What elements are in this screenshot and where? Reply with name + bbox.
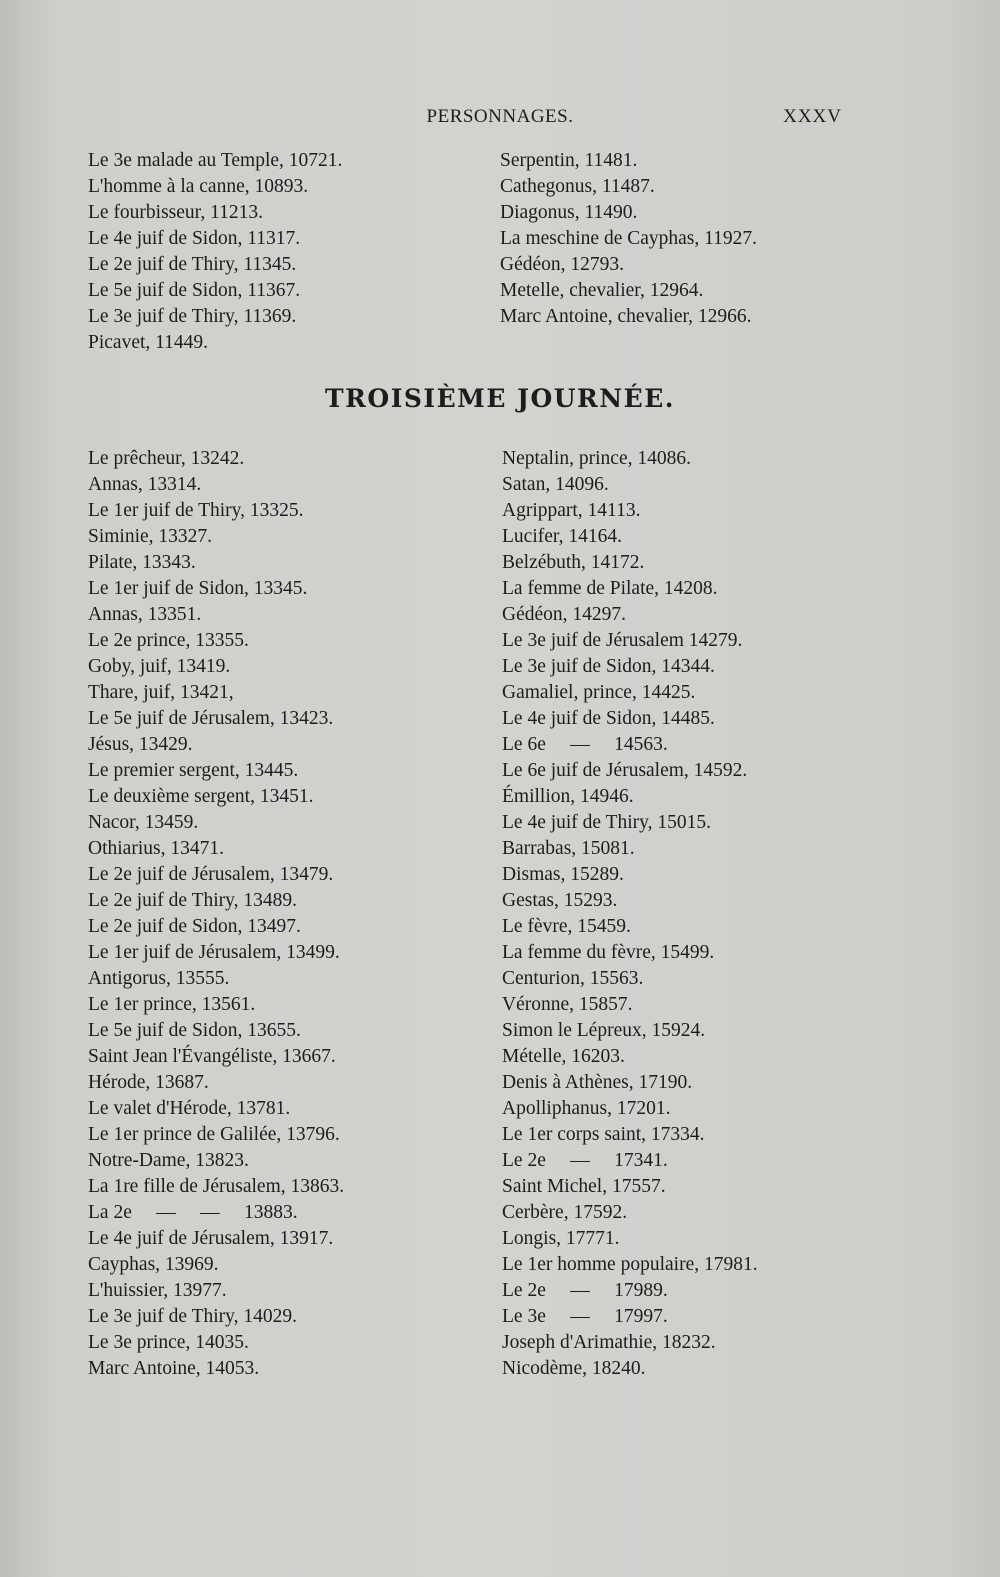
character-entry: Le 6e juif de Jérusalem, 14592. bbox=[502, 760, 748, 781]
character-entry: Le 3e juif de Jérusalem 14279. bbox=[502, 630, 743, 651]
character-entry: Mételle, 16203. bbox=[502, 1046, 625, 1067]
character-entry: Pilate, 13343. bbox=[88, 552, 196, 573]
character-entry: Le 5e juif de Sidon, 13655. bbox=[88, 1020, 301, 1041]
character-entry: Barrabas, 15081. bbox=[502, 838, 635, 859]
character-entry: Picavet, 11449. bbox=[88, 332, 209, 353]
character-entry: La 2e — — 13883. bbox=[88, 1202, 298, 1223]
character-entry: Cayphas, 13969. bbox=[88, 1254, 219, 1275]
character-entry: Gédéon, 14297. bbox=[502, 604, 627, 625]
character-entry: Le prêcheur, 13242. bbox=[88, 448, 245, 469]
character-entry: Jésus, 13429. bbox=[88, 734, 193, 755]
character-entry: Le 2e juif de Sidon, 13497. bbox=[88, 916, 301, 937]
character-entry: Le 2e — 17989. bbox=[502, 1280, 668, 1301]
character-entry: Le 1er juif de Thiry, 13325. bbox=[88, 500, 304, 521]
character-entry: Othiarius, 13471. bbox=[88, 838, 224, 859]
character-entry: Le 1er juif de Sidon, 13345. bbox=[88, 578, 308, 599]
character-entry: Le 1er juif de Jérusalem, 13499. bbox=[88, 942, 340, 963]
character-entry: Le 3e juif de Sidon, 14344. bbox=[502, 656, 715, 677]
character-entry: La 1re fille de Jérusalem, 13863. bbox=[88, 1176, 345, 1197]
section-title: TROISIÈME JOURNÉE. bbox=[325, 384, 675, 413]
character-entry: L'huissier, 13977. bbox=[88, 1280, 227, 1301]
running-header: PERSONNAGES. bbox=[426, 106, 574, 127]
character-entry: Serpentin, 11481. bbox=[500, 150, 638, 171]
character-entry: Gédéon, 12793. bbox=[500, 254, 625, 275]
character-entry: Nacor, 13459. bbox=[88, 812, 199, 833]
character-entry: Le 1er corps saint, 17334. bbox=[502, 1124, 705, 1145]
character-entry: Centurion, 15563. bbox=[502, 968, 644, 989]
character-entry: Saint Jean l'Évangéliste, 13667. bbox=[88, 1046, 336, 1067]
page-number: XXXV bbox=[783, 106, 842, 127]
character-entry: Annas, 13314. bbox=[88, 474, 202, 495]
character-entry: Le 1er homme populaire, 17981. bbox=[502, 1254, 758, 1275]
character-entry: Gestas, 15293. bbox=[502, 890, 618, 911]
character-entry: Le 3e juif de Thiry, 11369. bbox=[88, 306, 297, 327]
character-entry: Agrippart, 14113. bbox=[502, 500, 641, 521]
character-entry: Longis, 17771. bbox=[502, 1228, 620, 1249]
character-entry: Siminie, 13327. bbox=[88, 526, 213, 547]
character-entry: Metelle, chevalier, 12964. bbox=[500, 280, 704, 301]
character-entry: Le 2e — 17341. bbox=[502, 1150, 668, 1171]
bottom-right-column bbox=[502, 446, 758, 1382]
character-entry: Marc Antoine, 14053. bbox=[88, 1358, 260, 1379]
character-entry: Le deuxième sergent, 13451. bbox=[88, 786, 314, 807]
character-entry: Le 2e juif de Thiry, 13489. bbox=[88, 890, 298, 911]
character-entry: La femme du fèvre, 15499. bbox=[502, 942, 715, 963]
character-entry: Le valet d'Hérode, 13781. bbox=[88, 1098, 291, 1119]
character-entry: Le 6e — 14563. bbox=[502, 734, 668, 755]
character-entry: Le 4e juif de Jérusalem, 13917. bbox=[88, 1228, 334, 1249]
character-entry: Le 2e juif de Thiry, 11345. bbox=[88, 254, 297, 275]
character-entry: Saint Michel, 17557. bbox=[502, 1176, 666, 1197]
character-entry: Marc Antoine, chevalier, 12966. bbox=[500, 306, 752, 327]
character-entry: Satan, 14096. bbox=[502, 474, 609, 495]
character-entry: Émillion, 14946. bbox=[502, 786, 634, 807]
character-entry: Cathegonus, 11487. bbox=[500, 176, 655, 197]
character-entry: Véronne, 15857. bbox=[502, 994, 633, 1015]
bottom-left-column bbox=[88, 446, 344, 1382]
character-entry: Le 5e juif de Jérusalem, 13423. bbox=[88, 708, 334, 729]
character-entry: Cerbère, 17592. bbox=[502, 1202, 628, 1223]
character-entry: Le 3e juif de Thiry, 14029. bbox=[88, 1306, 298, 1327]
character-entry: Annas, 13351. bbox=[88, 604, 202, 625]
character-entry: Joseph d'Arimathie, 18232. bbox=[502, 1332, 716, 1353]
character-entry: Le 3e prince, 14035. bbox=[88, 1332, 249, 1353]
character-entry: Le 4e juif de Thiry, 15015. bbox=[502, 812, 712, 833]
character-entry: Le 4e juif de Sidon, 11317. bbox=[88, 228, 301, 249]
character-entry: Notre-Dame, 13823. bbox=[88, 1150, 249, 1171]
character-entry: Neptalin, prince, 14086. bbox=[502, 448, 691, 469]
character-entry: Diagonus, 11490. bbox=[500, 202, 638, 223]
character-entry: Le 3e — 17997. bbox=[502, 1306, 668, 1327]
character-entry: Le 2e juif de Jérusalem, 13479. bbox=[88, 864, 334, 885]
top-right-column bbox=[500, 148, 757, 330]
character-entry: Lucifer, 14164. bbox=[502, 526, 622, 547]
character-entry: Le 4e juif de Sidon, 14485. bbox=[502, 708, 715, 729]
character-entry: Simon le Lépreux, 15924. bbox=[502, 1020, 706, 1041]
character-entry: Hérode, 13687. bbox=[88, 1072, 209, 1093]
character-entry: Gamaliel, prince, 14425. bbox=[502, 682, 696, 703]
character-entry: Apolliphanus, 17201. bbox=[502, 1098, 671, 1119]
character-entry: Goby, juif, 13419. bbox=[88, 656, 231, 677]
character-entry: Le premier sergent, 13445. bbox=[88, 760, 299, 781]
character-entry: L'homme à la canne, 10893. bbox=[88, 176, 309, 197]
character-entry: Nicodème, 18240. bbox=[502, 1358, 646, 1379]
character-entry: Le 2e prince, 13355. bbox=[88, 630, 249, 651]
character-entry: Belzébuth, 14172. bbox=[502, 552, 645, 573]
top-left-column bbox=[88, 148, 342, 356]
character-entry: Le 1er prince de Galilée, 13796. bbox=[88, 1124, 340, 1145]
character-entry: Le 1er prince, 13561. bbox=[88, 994, 256, 1015]
character-entry: Le fèvre, 15459. bbox=[502, 916, 631, 937]
character-entry: La meschine de Cayphas, 11927. bbox=[500, 228, 758, 249]
character-entry: Le 5e juif de Sidon, 11367. bbox=[88, 280, 301, 301]
character-entry: Thare, juif, 13421, bbox=[88, 682, 234, 703]
character-entry: Le 3e malade au Temple, 10721. bbox=[88, 150, 343, 171]
character-entry: Denis à Athènes, 17190. bbox=[502, 1072, 693, 1093]
character-entry: Le fourbisseur, 11213. bbox=[88, 202, 264, 223]
character-entry: La femme de Pilate, 14208. bbox=[502, 578, 718, 599]
character-entry: Dismas, 15289. bbox=[502, 864, 624, 885]
character-entry: Antigorus, 13555. bbox=[88, 968, 230, 989]
